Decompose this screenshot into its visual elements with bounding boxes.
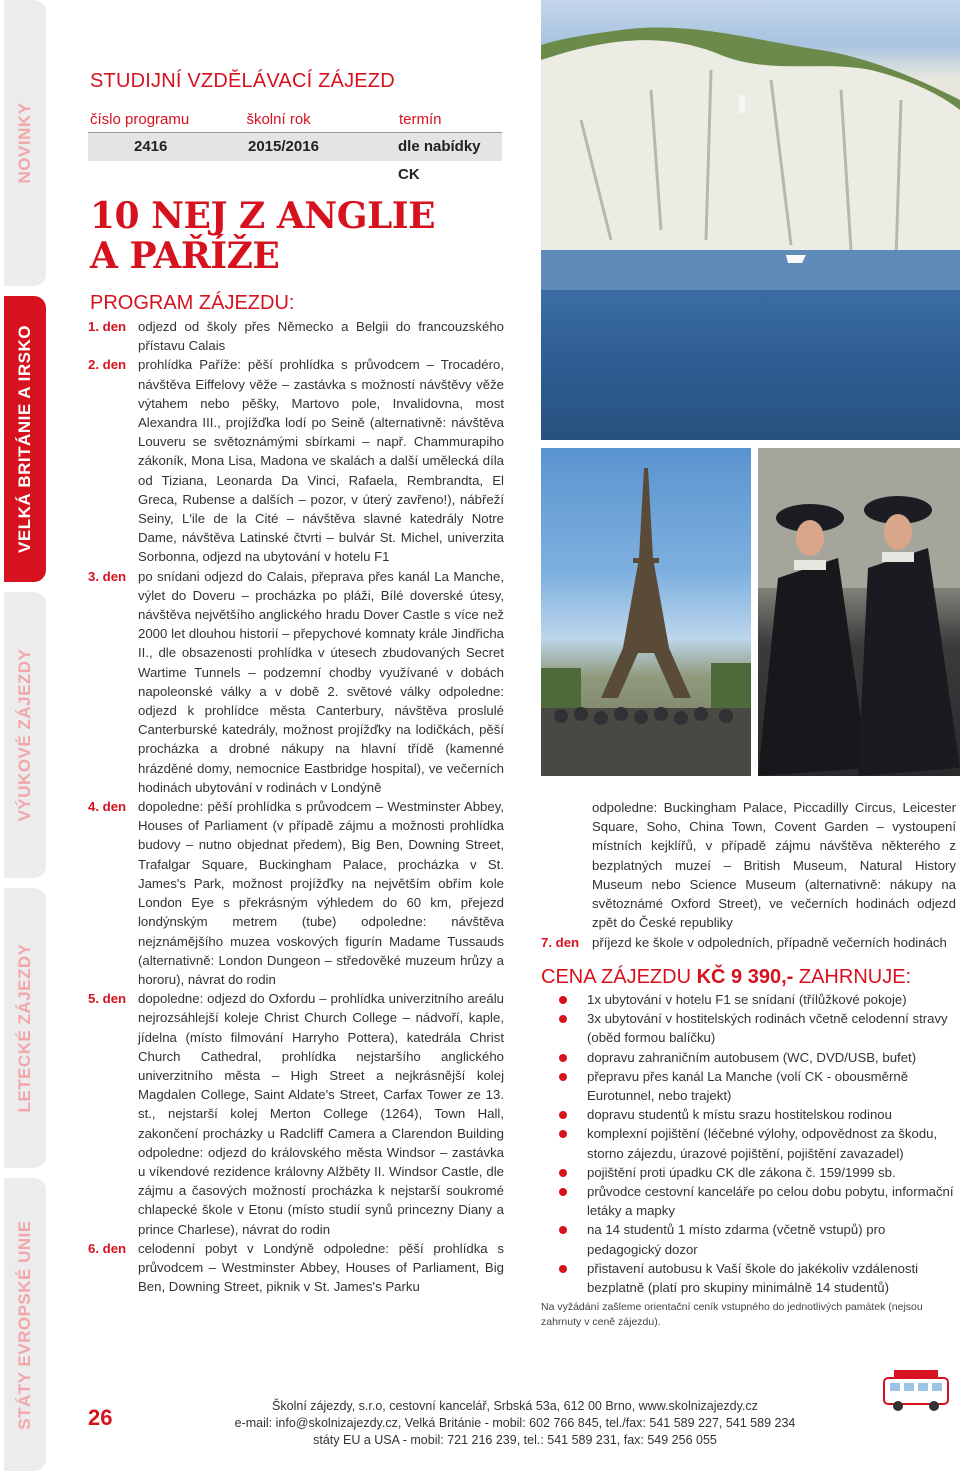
- price-prefix: CENA ZÁJEZDU: [541, 966, 692, 988]
- cliffs-illustration: [541, 0, 960, 440]
- day-label: 2. den: [88, 357, 127, 373]
- list-item: [541, 1182, 959, 1220]
- includes-list: [541, 990, 959, 1297]
- day-item: [88, 317, 504, 355]
- list-item-text: pojištění proti úpadku CK dle zákona č. 159/1999 sb.: [587, 1164, 896, 1180]
- list-item-text: přepravu přes kanál La Manche (volí CK - obousměrně Eurotunnel, nebo trajekt): [587, 1068, 909, 1104]
- day-label: 4. den: [88, 799, 127, 815]
- bullet-icon: [559, 1226, 567, 1234]
- list-item: [541, 1009, 959, 1047]
- day6-continued: odpoledne: Buckingham Palace, Piccadilly Circus, Leicester Square, Soho, China Town, Covent Garden – vystoupení místních kejklířů, v případě zájmu návštěva některého z bezplatných muzeí – British Museum, Natural History Museum nebo Science Museum (alternativně: nákupy na světoznámé Oxford Street), ve večerních hodinách odjezd zpět do České republiky: [592, 800, 956, 931]
- list-item: [541, 1163, 959, 1182]
- footer-contact: [225, 1398, 805, 1449]
- school-year: 2015/2016: [248, 138, 319, 155]
- day-text: po snídani odjezd do Calais, přeprava přes kanál La Manche, výlet do Doveru – procházka po pláži, Bílé doverské útesy, návštěva největšího anglického hradu Dover Castle s více než 2000 let dlouhou historií – přepychové komnaty krále Jindřicha II., dle obsazenosti prohlídka v útesech zbudovaných Secret Wartime Tunnels – podzemní chodby využívané v dobách napoleonské války a v době 2. světové války odpoledne: odjezd k prohlídce města Canterbury, návštěva proslulé Canterburské katedrály, možnost projížďky na lodičkách, pěší procházka a drobné nákupy na hlavní třídě (kamenné hrázděné domy, nemocnice Eastbridge hospital), ve večerních hodinách ubytování v rodinách v Londýně: [138, 568, 504, 795]
- day-item: [88, 567, 504, 797]
- photo-tower-guards: [758, 448, 960, 776]
- price-amount: KČ 9 390,-: [696, 966, 794, 988]
- bullet-icon: [559, 1054, 567, 1062]
- day-item: [541, 933, 957, 952]
- tab-letecke-zajezdy[interactable]: [4, 888, 46, 1168]
- list-item: [541, 990, 959, 1009]
- bullet-icon: [559, 1130, 567, 1138]
- list-item-text: na 14 studentů 1 místo zdarma (včetně vstupů) pro pedagogický dozor: [587, 1222, 886, 1257]
- tab-label: LETECKÉ ZÁJEZDY: [15, 943, 34, 1113]
- col-program-number: číslo programu: [90, 111, 190, 128]
- list-item-text: 1x ubytování v hotelu F1 se snídaní (třílůžkové pokoje): [587, 992, 907, 1007]
- day-text: příjezd ke škole v odpoledních, případně večerních hodinách: [592, 935, 947, 950]
- bullet-icon: [559, 1188, 567, 1196]
- program-info-header: [88, 108, 502, 133]
- day-item: [88, 1239, 504, 1297]
- bus-logo-icon: [880, 1368, 952, 1416]
- company-logo-stamp: [880, 1368, 952, 1416]
- list-item-text: 3x ubytování v hostitelských rodinách včetně celodenní stravy (oběd formou balíčku): [587, 1011, 948, 1046]
- program-info-values: [88, 133, 502, 183]
- day-item: [88, 797, 504, 989]
- price-suffix: ZAHRNUJE:: [798, 966, 912, 988]
- footer-line: státy EU a USA - mobil: 721 216 239, tel.: 541 589 231, fax: 549 256 055: [313, 1433, 717, 1447]
- program-list: [88, 317, 504, 1296]
- day-label: 7. den: [541, 935, 580, 950]
- term: dle nabídky CK: [398, 138, 481, 183]
- day-label: 1. den: [88, 319, 127, 334]
- bullet-icon: [559, 1111, 567, 1119]
- list-item: [541, 1124, 959, 1162]
- eiffel-illustration: [541, 448, 751, 776]
- photo-eiffel-tower-group: [541, 448, 751, 776]
- day-text: dopoledne: odjezd do Oxfordu – prohlídka univerzitního areálu nejrozsáhlejší koleje Christ Church College – nádvoří, kaple, jídelna (místo filmování Harryho Pottera), katedrála Christ Church Cathedral, prohlídka nejstaršího anglického univerzitního města – High Street a nejkrásnější kolej Magdalen College, Saint Aldate's Street, Carfax Tower ze 13. st., nejstarší kolej Merton College (1264), Town Hall, zakončení procházky u Radcliff Camera a Clarendon Building odpoledne: odjezd do královského města Windsor – zastávka u víkendové rezidence královny Alžběty II. Windsor Castle, dle zájmu a časových možností procházka k nejstarší soukromé chlapecké škole v Etonu (místo studií synů princezny Diany a prince Charlese), návrat do rodin: [138, 991, 504, 1237]
- program-info-table: [88, 108, 502, 183]
- list-item-text: průvodce cestovní kanceláře po celou dobu pobytu, informační letáky a mapky: [587, 1184, 954, 1219]
- day-item: [88, 355, 504, 566]
- day-label: 3. den: [88, 568, 127, 584]
- day-text: odjezd od školy přes Německo a Belgii do francouzského přístavu Calais: [138, 319, 504, 354]
- page-number: 26: [88, 1405, 113, 1430]
- program-number: 2416: [134, 138, 168, 155]
- day-text: dopoledne: pěší prohlídka s průvodcem – Westminster Abbey, Houses of Parliament (v případě zájmu a možnosti prohlídka budovy – nutno objednat předem), Big Ben, Downing Street, Trafalgar Square, Buckingham Palace, procházka v St. James's Park, možnost projížďky na největším obřím kole London Eye s překrásným výhledem do 60 km, přejezd londýnským metrem (tube) odpoledne: návštěva nejznámějšího muzea voskových figurín Madame Tussauds (alternativně: London Dungeon – středověké muzeum hrůzy a hororu), návrat do rodin: [138, 799, 504, 987]
- bullet-icon: [559, 996, 567, 1004]
- category-heading: STUDIJNÍ VZDĚLÁVACÍ ZÁJEZD: [90, 70, 395, 92]
- tour-title-line1: 10 NEJ Z ANGLIE: [90, 195, 436, 237]
- tab-novinky[interactable]: [4, 0, 46, 286]
- day-text: celodenní pobyt v Londýně odpoledne: pěší prohlídka s průvodcem – Westminster Abbey, Houses of Parliament, Big Ben, Downing Street, piknik v St. James's Parku: [138, 1240, 504, 1295]
- day-label: 6. den: [88, 1240, 127, 1256]
- tab-label: NOVINKY: [15, 102, 34, 184]
- day-item: [88, 989, 504, 1239]
- list-item-text: přistavení autobusu k Vaší škole do jakékoliv vzdálenosti bezplatně (platí pro skupiny minimálně 14 studentů): [587, 1260, 919, 1296]
- price-note: Na vyžádání zašleme orientační ceník vstupného do jednotlivých památek (nejsou zahrnuty v ceně zájezdu).: [541, 1301, 923, 1328]
- list-item-text: dopravu studentů k místu srazu hostitelskou rodinou: [587, 1107, 892, 1123]
- bullet-icon: [559, 1265, 567, 1273]
- list-item: [541, 1105, 959, 1124]
- tab-label: VELKÁ BRITÁNIE A IRSKO: [15, 325, 34, 553]
- bullet-icon: [559, 1015, 567, 1023]
- day-label: 5. den: [88, 991, 127, 1007]
- list-item: [541, 1048, 959, 1067]
- day-text: prohlídka Paříže: pěší prohlídka s průvodcem – Trocadéro, návštěva Eiffelovy věže – zastávka s možností návštěvy věže výtahem nebo pěšky, Martovo pole, Invalidovna, most Alexandra III., projížďka lodí po Seině (alternativně: návštěva Louveru se světoznámými sbírkami – např. Chammurapiho zákoník, Mona Lisa, Madona ve skalách a další umělecká díla od Tiziana, Leonarda Da Vinci, Rafaela, Rembrandta, El Greca, Rubense a dalších – pozor, v úterý zavřeno!), nábřeží Seiny, L'ile de la Cité – návštěva slavné katedrály Notre Dame, návštěva Latinské čtvrti – bulvár St. Michel, univerzita Sorbonna, odjezd na ubytování v hotelu F1: [138, 357, 504, 565]
- tab-vyukove-zajezdy[interactable]: [4, 592, 46, 878]
- tab-label: VÝUKOVÉ ZÁJEZDY: [15, 648, 34, 822]
- footer-line: e-mail: info@skolnizajezdy.cz, Velká Británie - mobil: 602 766 845, tel./fax: 541 589 227, 541 589 234: [234, 1416, 796, 1430]
- list-item-text: dopravu zahraničním autobusem (WC, DVD/USB, bufet): [587, 1049, 917, 1065]
- bullet-icon: [559, 1169, 567, 1177]
- footer-line: Školní zájezdy, s.r.o, cestovní kancelář, Srbská 53a, 612 00 Brno, www.skolnizajezdy.cz: [272, 1399, 758, 1413]
- tab-velka-britanie-a-irsko[interactable]: [4, 296, 46, 582]
- tab-staty-evropske-unie[interactable]: [4, 1178, 46, 1471]
- price-heading: [541, 966, 911, 989]
- list-item: [541, 1259, 959, 1297]
- list-item: [541, 1220, 959, 1258]
- list-item-text: komplexní pojištění (léčebné výlohy, odpovědnost za škodu, storno zájezdu, úrazové pojištění, pojištění zavazadel): [587, 1126, 938, 1161]
- photo-white-cliffs: [541, 0, 960, 440]
- bullet-icon: [559, 1073, 567, 1081]
- tour-title: [90, 196, 435, 276]
- tour-title-line2: A PAŘÍŽE: [90, 235, 280, 277]
- list-item: [541, 1067, 959, 1105]
- guards-illustration: [758, 448, 960, 776]
- col-school-year: školní rok: [246, 111, 311, 128]
- category-sidebar: [0, 0, 47, 1471]
- col-term: termín: [399, 111, 442, 128]
- program-heading: PROGRAM ZÁJEZDU:: [90, 292, 295, 314]
- tab-label: STÁTY EVROPSKÉ UNIE: [15, 1219, 34, 1430]
